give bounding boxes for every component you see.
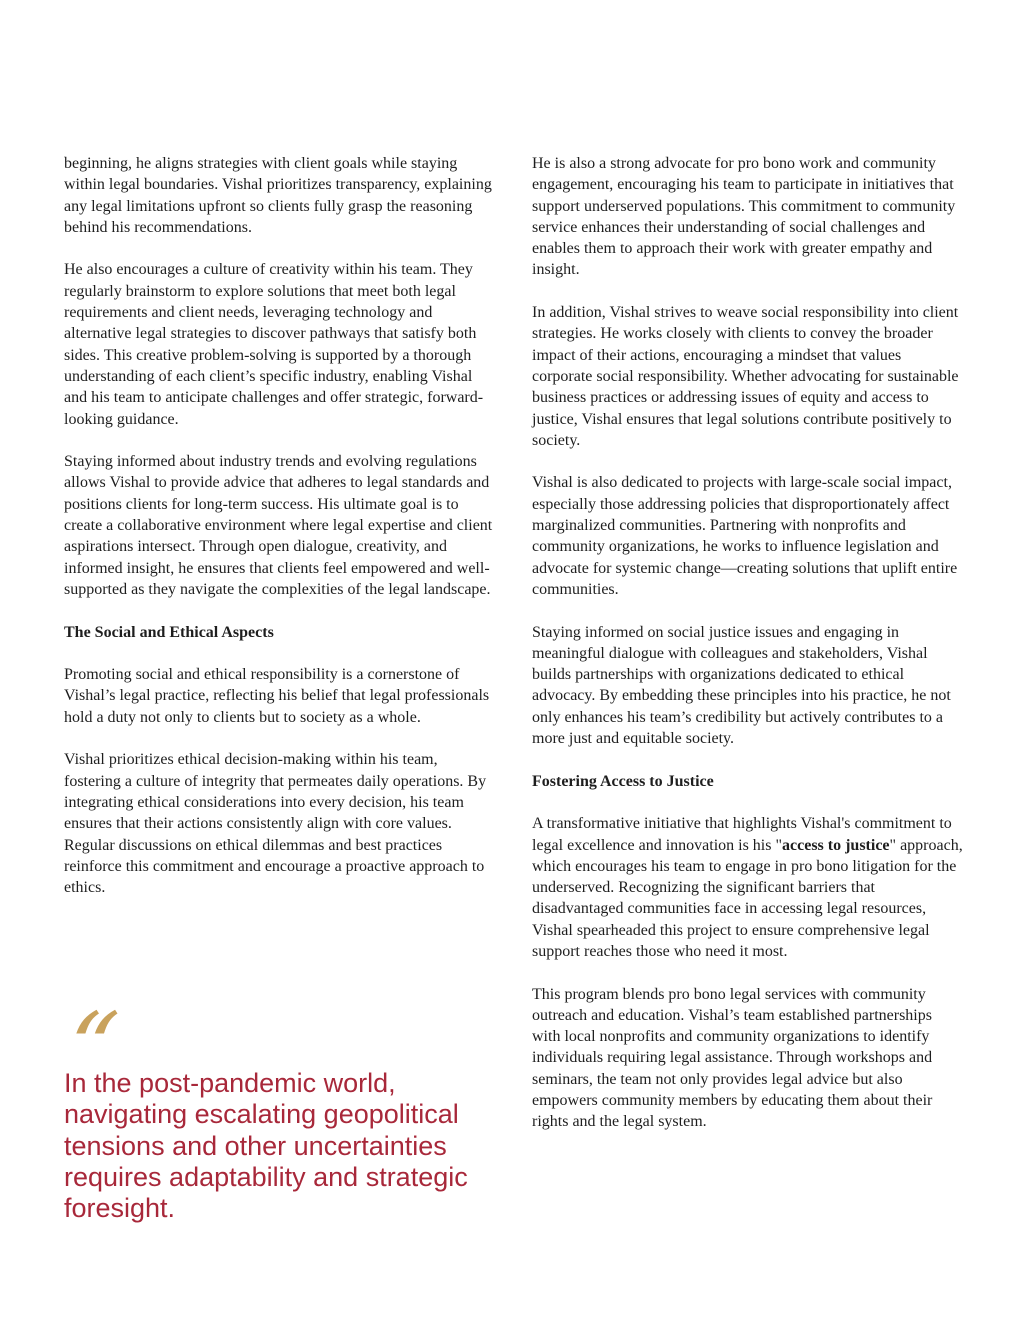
right-paragraph-3: Vishal is also dedicated to projects with large-scale social impact, especially those addressing policies that disproportionately affect marginalized communities. Partnering with nonprofits and community organizations, he works to influence legislation and advocate for systemic change—creating solutions that uplift entire communities. [532,474,958,598]
right-paragraph-2: In addition, Vishal strives to weave social responsibility into client strategies. He works closely with clients to convey the broader impact of their actions, encouraging a mindset that values corporate social responsibility. Whether advocating for sustainable business practices or addressing issues of equity and access to justice, Vishal ensures that legal solutions contribute positively to society. [532,304,959,449]
pull-quote-text: In the post-pandemic world, navigating escalating geopolitical tensions and other uncertainties requires adaptability and strategic foresight. [64,1068,468,1224]
quote-mark-icon: “ [58,992,110,1104]
right-paragraph-4: Staying informed on social justice issues and engaging in meaningful dialogue with colleagues and stakeholders, Vishal builds partnerships with organizations dedicated to ethical advocacy. By embedding these principles into his practice, he not only enhances his team’s credibility but actively contributes to a more just and equitable society. [532,623,951,748]
paragraph-text: " approach, which encourages his team to engage in pro bono litigation for the underserved. Recognizing the significant barriers that disadvantaged communities face in accessing legal resources, Vishal spearheaded this project to ensure comprehensive legal support reaches those who need it most. [532,836,963,960]
left-paragraph-3: Staying informed about industry trends and evolving regulations allows Vishal to provide advice that adheres to legal standards and positions clients for long-term success. His ultimate goal is to create a collaborative environment where legal expertise and client aspirations intersect. Through open dialogue, creativity, and informed insight, he ensures that clients feel empowered and well-supported as they navigate the complexities of the legal landscape. [64,453,493,598]
pull-quote [58,992,484,1224]
left-column [64,153,494,920]
bold-phrase-access-to-justice: access to justice [782,836,890,854]
section-heading-access-to-justice: Fostering Access to Justice [532,772,714,790]
left-paragraph-2: He also encourages a culture of creativity within his team. They regularly brainstorm to explore solutions that meet both legal requirements and client needs, leveraging technology and alternative legal strategies to discover pathways that satisfy both sides. This creative problem-solving is supported by a thorough understanding of each client’s specific industry, enabling Vishal and his team to anticipate challenges and offer strategic, forward-looking guidance. [64,261,484,428]
paragraph-text: A transformative initiative that highlights Vishal's commitment to legal excellence and innovation is his " [532,815,952,854]
left-paragraph-1: beginning, he aligns strategies with client goals while staying within legal boundaries. Vishal prioritizes transparency, explaining any legal limitations upfront so clients fully grasp the reasoning behind his recommendations. [64,155,492,236]
left-paragraph-5: Vishal prioritizes ethical decision-making within his team, fostering a culture of integrity that permeates daily operations. By integrating ethical considerations into every decision, his team ensures that their actions consistently align with core values. Regular discussions on ethical dilemmas and best practices reinforce this commitment and encourage a proactive approach to ethics. [64,751,487,897]
right-paragraph-1: He is also a strong advocate for pro bono work and community engagement, encouraging his team to participate in initiatives that support underserved populations. This commitment to community service enhances their understanding of social challenges and enables them to approach their work with greater empathy and insight. [532,155,956,279]
right-column [532,153,964,1154]
right-paragraph-5 [532,813,964,962]
right-paragraph-6: This program blends pro bono legal services with community outreach and education. Vishal’s team established partnerships with local nonprofits and community organizations to identify individuals requiring legal assistance. Through workshops and seminars, the team not only provides legal advice but also empowers community members by educating them about their rights and the legal system. [532,985,933,1131]
section-heading-social-ethical: The Social and Ethical Aspects [64,623,274,641]
left-paragraph-4: Promoting social and ethical responsibility is a cornerstone of Vishal’s legal practice, reflecting his belief that legal professionals hold a duty not only to clients but to society as a whole. [64,666,490,726]
